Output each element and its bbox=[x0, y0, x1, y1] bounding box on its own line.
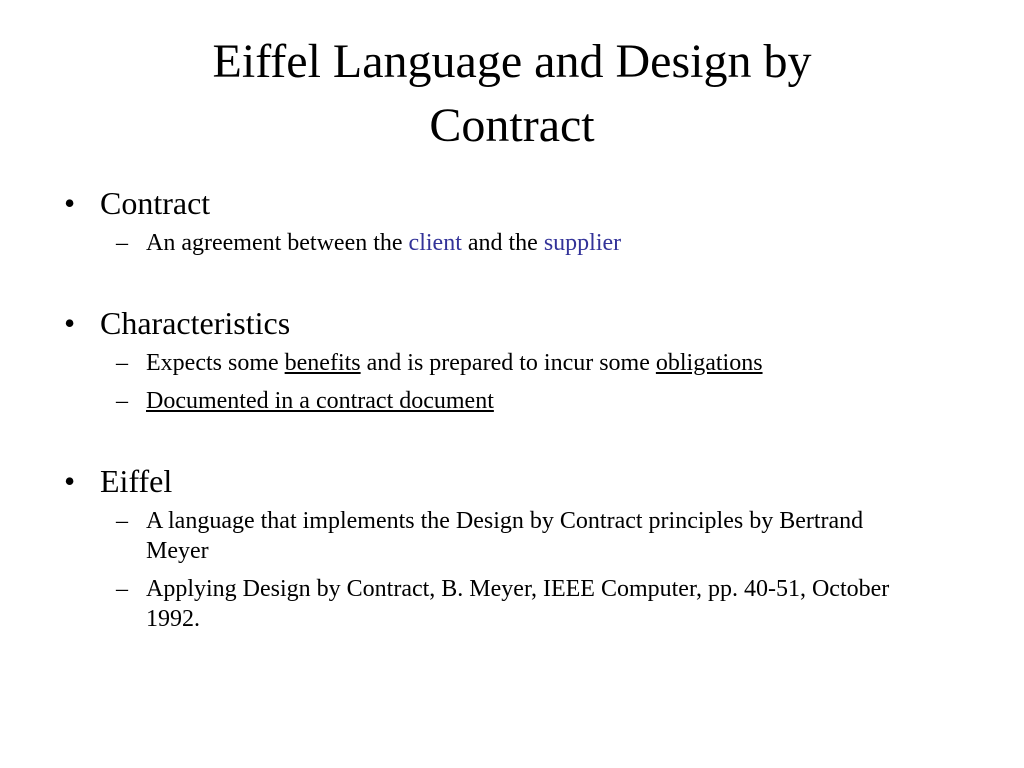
slide-title-line-2: Contract bbox=[429, 99, 595, 152]
bullet-heading: Eiffel bbox=[100, 463, 173, 499]
sub-item-text: A language that implements the Design by Contract principles by Bertrand Meyer bbox=[146, 508, 864, 564]
bullet-icon: • bbox=[64, 185, 76, 221]
term-supplier: supplier bbox=[543, 230, 622, 256]
dash-icon: – bbox=[116, 388, 128, 414]
term-benefits: benefits bbox=[284, 350, 361, 376]
term-obligations: obligations bbox=[655, 350, 763, 376]
term-client: client bbox=[408, 230, 462, 256]
dash-icon: – bbox=[116, 350, 128, 376]
dash-icon: – bbox=[116, 508, 128, 534]
text-run: An agreement between the bbox=[146, 230, 409, 256]
slide-title-line-1: Eiffel Language and Design by bbox=[212, 35, 812, 88]
dash-icon: – bbox=[116, 576, 128, 602]
sub-item-text bbox=[146, 228, 926, 258]
sub-item-text: Applying Design by Contract, B. Meyer, IEEE Computer, pp. 40-51, October 1992. bbox=[146, 576, 890, 632]
bullet-heading: Contract bbox=[100, 185, 211, 221]
dash-icon: – bbox=[116, 230, 128, 256]
text-run: and the bbox=[461, 230, 544, 256]
text-run: and is prepared to incur some bbox=[360, 350, 656, 376]
text-run: Expects some bbox=[146, 350, 285, 376]
bullet-icon: • bbox=[64, 463, 76, 499]
bullet-heading: Characteristics bbox=[100, 305, 291, 341]
bullet-icon: • bbox=[64, 305, 76, 341]
sub-item-text: Documented in a contract document bbox=[146, 388, 494, 414]
sub-item-text bbox=[146, 348, 926, 378]
